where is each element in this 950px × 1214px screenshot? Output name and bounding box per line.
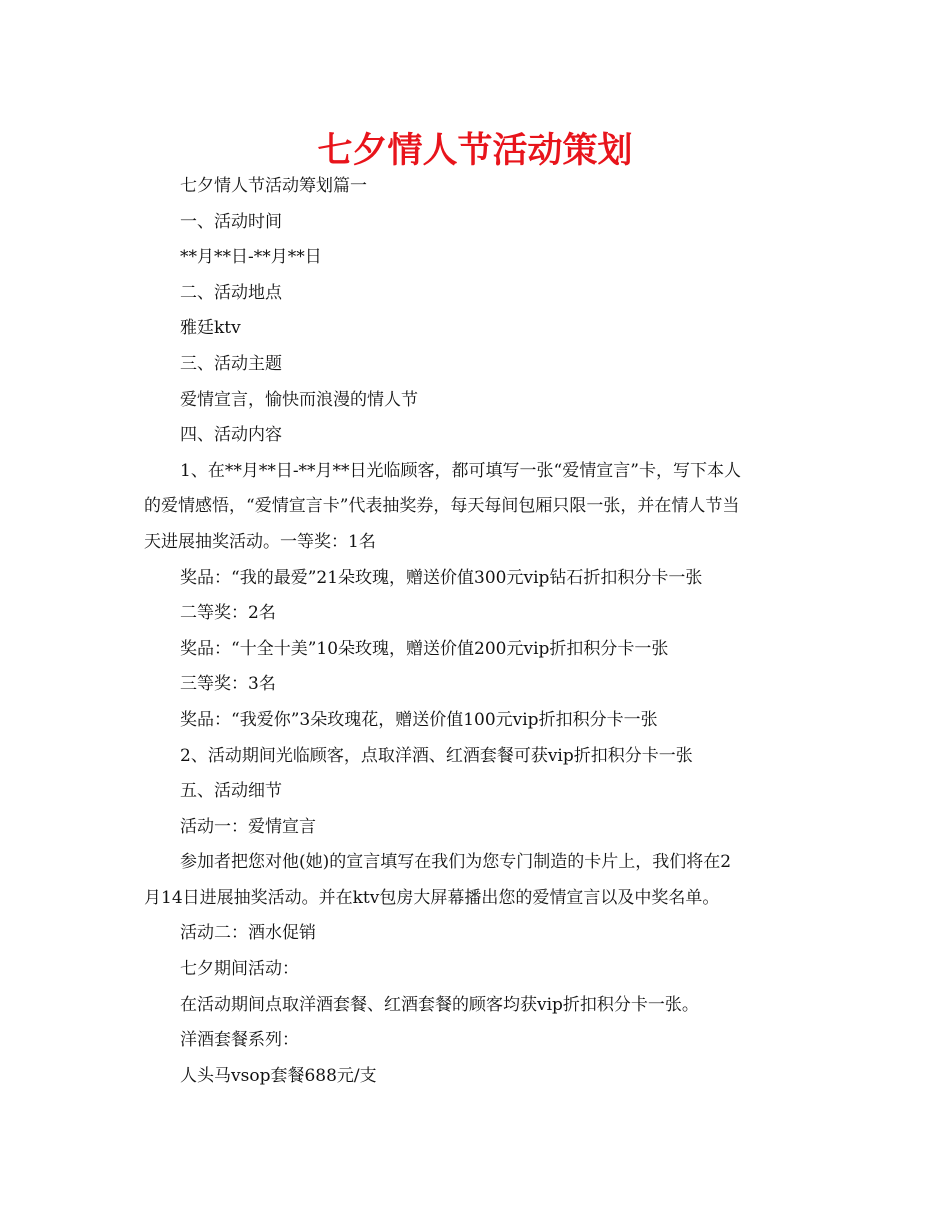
paragraph-line: 天进展抽奖活动。一等奖：1名 <box>144 531 376 552</box>
section-heading: 四、活动内容 <box>180 425 282 446</box>
section-heading: 三、活动主题 <box>180 353 282 374</box>
text-line: 在活动期间点取洋酒套餐、红酒套餐的顾客均获vip折扣积分卡一张。 <box>180 994 699 1015</box>
document-title: 七夕情人节活动策划 <box>317 131 633 171</box>
text-line: 奖品：“我爱你”3朵玫瑰花，赠送价值100元vip折扣积分卡一张 <box>180 709 658 730</box>
text-line: 活动二：酒水促销 <box>180 923 316 944</box>
text-line: 奖品：“十全十美”10朵玫瑰，赠送价值200元vip折扣积分卡一张 <box>180 638 669 659</box>
text-line: 活动一：爱情宣言 <box>180 816 316 837</box>
text-line: 三等奖：3名 <box>180 674 276 695</box>
text-line: 洋酒套餐系列： <box>180 1030 299 1051</box>
text-line: 爱情宣言，愉快而浪漫的情人节 <box>180 389 418 410</box>
text-line: 七夕期间活动： <box>180 959 299 980</box>
document-body <box>144 169 808 1094</box>
section-heading: 一、活动时间 <box>180 211 282 232</box>
text-line: 奖品：“我的最爱”21朵玫瑰，赠送价值300元vip钻石折扣积分卡一张 <box>180 567 703 588</box>
text-line: 七夕情人节活动筹划篇一 <box>180 176 367 196</box>
section-heading: 二、活动地点 <box>180 282 282 303</box>
text-line: **月**日-**月**日 <box>180 247 322 268</box>
paragraph-line: 1、在**月**日-**月**日光临顾客，都可填写一张“爱情宣言”卡，写下本人 <box>180 460 741 481</box>
paragraph-line: 月14日进展抽奖活动。并在ktv包房大屏幕播出您的爱情宣言以及中奖名单。 <box>144 887 720 908</box>
paragraph-line: 参加者把您对他(她)的宣言填写在我们为您专门制造的卡片上，我们将在2 <box>180 852 732 873</box>
section-heading: 五、活动细节 <box>180 781 282 802</box>
text-line: 人头马vsop套餐688元/支 <box>180 1065 377 1086</box>
text-line: 2、活动期间光临顾客，点取洋酒、红酒套餐可获vip折扣积分卡一张 <box>180 745 693 766</box>
text-line: 二等奖：2名 <box>180 603 276 624</box>
paragraph-line: 的爱情感悟，“爱情宣言卡”代表抽奖券，每天每间包厢只限一张，并在情人节当 <box>144 496 740 517</box>
text-line: 雅廷ktv <box>180 318 241 339</box>
